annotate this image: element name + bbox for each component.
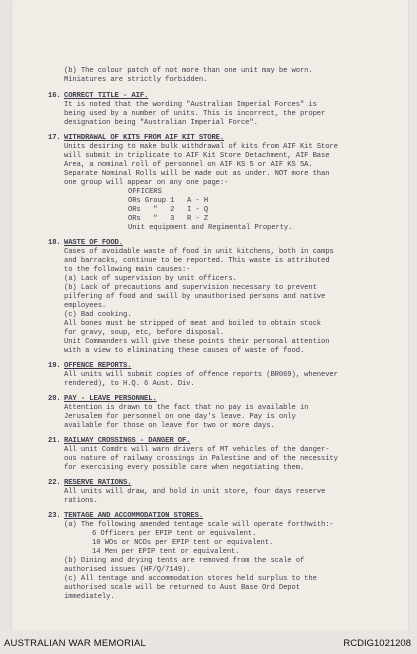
- text-line: Units desiring to make bulk withdrawal of kits from AIF Kit Store: [64, 143, 338, 151]
- text-line: Separate Nominal Rolls will be made out as under. NOT more than: [64, 170, 330, 178]
- text-line: immediately.: [64, 593, 115, 601]
- section-number: 21.: [48, 437, 61, 445]
- text-line: All bones must be stripped of meat and boiled to obtain stock: [64, 320, 322, 328]
- section-heading: RAILWAY CROSSINGS - DANGER OF.: [64, 437, 191, 445]
- section-number: 23.: [48, 512, 61, 520]
- text-line: ous nature of railway crossings in Palestine and of the necessity: [64, 455, 338, 463]
- text-line: rendered), to H.Q. 6 Aust. Div.: [64, 380, 195, 388]
- section-number: 18.: [48, 239, 61, 247]
- text-line: for exercising every possible care when negotiating them.: [64, 464, 305, 472]
- text-line: (b) Dining and drying tents are removed from the scale of: [64, 557, 305, 565]
- text-line: Cases of avoidable waste of food in unit kitchens, both in camps: [64, 248, 334, 256]
- text-line: designation being "Australian Imperial Force".: [64, 119, 258, 127]
- text-line: and barracks, continue to be reported. This waste is attributed: [64, 257, 330, 265]
- text-line: 14 Men per EPIP tent or equivalent.: [92, 548, 240, 556]
- text-line: (b) Lack of precautions and supervision necessary to prevent: [64, 284, 317, 292]
- text-line: ORs " 3 R - Z: [128, 215, 209, 223]
- section-number: 16.: [48, 92, 61, 100]
- text-line: Jerusalem for personnel on one day's leave. Pay is only: [64, 413, 296, 421]
- text-line: pilfering of food and swill by unauthorised persons and native: [64, 293, 326, 301]
- text-line: (c) All tentage and accommodation stores held surplus to the: [64, 575, 317, 583]
- text-line: (b) The colour patch of not more than one unit may be worn.: [64, 67, 313, 75]
- archive-name: AUSTRALIAN WAR MEMORIAL: [4, 638, 147, 649]
- text-line: for gravy, soup, etc, before disposal.: [64, 329, 225, 337]
- text-line: OFFICERS: [128, 188, 162, 196]
- section-heading: WITHDRAWAL OF KITS FROM AIF KIT STORE.: [64, 134, 225, 142]
- section-number: 22.: [48, 479, 61, 487]
- section-heading: OFFENCE REPORTS.: [64, 362, 132, 370]
- text-line: Unit equipment and Regimental Property.: [128, 224, 293, 232]
- section-heading: CORRECT TITLE - AIF.: [64, 92, 149, 100]
- text-line: authorised issues (HF/Q/7149).: [64, 566, 191, 574]
- text-line: 10 WOs or NCOs per EPIP tent or equivalent.: [92, 539, 274, 547]
- text-line: will submit in triplicate to AIF Kit Store Detachment, AIF Base: [64, 152, 330, 160]
- section-heading: RESERVE RATIONS.: [64, 479, 132, 487]
- text-line: employees.: [64, 302, 107, 310]
- section-heading: PAY - LEAVE PERSONNEL.: [64, 395, 157, 403]
- text-line: ORs " 2 I - Q: [128, 206, 209, 214]
- text-line: (c) Bad cooking.: [64, 311, 132, 319]
- text-line: All units will draw, and hold in unit store, four days reserve: [64, 488, 326, 496]
- text-line: available for those on leave for two or more days.: [64, 422, 275, 430]
- section-number: 20.: [48, 395, 61, 403]
- text-line: Area, a nominal roll of personnel on AIF KS 5 or AIF KS 5A.: [64, 161, 313, 169]
- text-line: Miniatures are strictly forbidden.: [64, 76, 208, 84]
- section-number: 17.: [48, 134, 61, 142]
- text-line: ORs Group 1 A - H: [128, 197, 209, 205]
- text-line: It is noted that the wording "Australian Imperial Forces" is: [64, 101, 317, 109]
- section-heading: WASTE OF FOOD.: [64, 239, 123, 247]
- text-line: authorised scale will be returned to Aust Base Ord Depot: [64, 584, 300, 592]
- text-line: rations.: [64, 497, 98, 505]
- text-line: being used by a number of units. This is incorrect, the proper: [64, 110, 326, 118]
- text-line: 6 Officers per EPIP tent or equivalent.: [92, 530, 257, 538]
- text-line: (a) The following amended tentage scale will operate forthwith:-: [64, 521, 334, 529]
- text-line: All unit Comdrs will warn drivers of MT vehicles of the danger-: [64, 446, 330, 454]
- section-heading: TENTAGE AND ACCOMMODATION STORES.: [64, 512, 204, 520]
- record-id: RCDIG1021208: [343, 638, 411, 649]
- text-line: to the following main causes:-: [64, 266, 191, 274]
- text-line: All units will submit copies of offence reports (BR069), whenever: [64, 371, 338, 379]
- text-line: with a view to eliminating these causes of waste of food.: [64, 347, 305, 355]
- text-line: (a) Lack of supervision by unit officers.: [64, 275, 237, 283]
- text-line: Unit Commanders will give these points their personal attention: [64, 338, 330, 346]
- section-number: 19.: [48, 362, 61, 370]
- text-line: one group will appear on any one page:-: [64, 179, 229, 187]
- text-line: Attention is drawn to the fact that no pay is available in: [64, 404, 309, 412]
- document-page: [12, 0, 408, 630]
